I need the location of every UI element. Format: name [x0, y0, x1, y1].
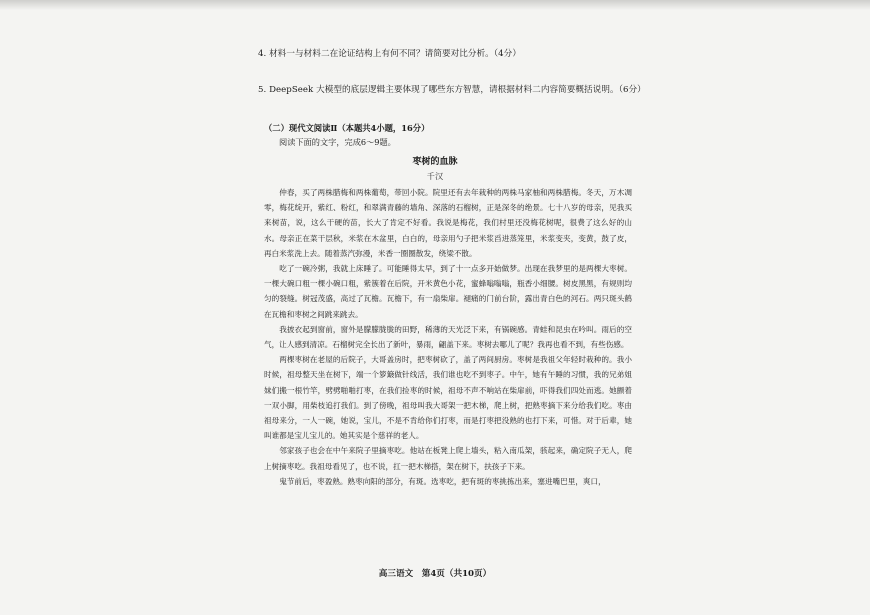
paragraph: 吃了一碗冷粥，我就上床睡了。可能睡得太早，到了十一点多开始做梦。出现在我梦里的是两棵大枣树。一棵大碗口粗一棵小碗口粗，紫簇着在后院，开米黄色小花，蜜蜂嗡嗡嗡，瓶香小细腰。树皮黑黑，有规则均匀的裂缝。树冠茂盛，高过了瓦檐。瓦檐下，有一扇柴扉。褪痛的门前台阶，露出青白色的河石。两只斑头鹤在瓦檐和枣树之间跳来跳去。 [264, 264, 632, 319]
scan-edge-shadow [0, 0, 870, 10]
section-instruction: 阅读下面的文字，完成6～9题。 [279, 137, 396, 147]
paragraph: 我披衣起到窗前，窗外是朦朦胧胧的田野，稀薄的天光泛下来，有锅碗感。青蛙和昆虫在吟叫。雨后的空气，让人感到清凉。石榴树完全长出了新叶，暴雨，翩盖下来。枣树去哪儿了呢？我再也看不到，有些伤感。 [264, 324, 632, 350]
article-title: 枣树的血脉 [412, 157, 458, 167]
article-author: 千汉 [426, 171, 444, 181]
paragraph: 两棵枣树在老屋的后院子，大哥盖房时，把枣树砍了，盖了两间厨房。枣树是我祖父年轻时栽种的。我小时候，祖母整天坐在树下，端一个箩簸做针线活，我们谁也吃不到枣子。中午，她有午睡的习惯，我的兄弟姐妹们搬一根竹竿，劈劈啪啪打枣，在我们捡枣的时候，祖母不声不响站在柴扉前，吓得我们四处而逃。她颤着一双小脚，用柴枝追打我们。到了傍晚，祖母叫我大哥架一把木梯，爬上树，把熟枣摘下来分给我们吃。枣由祖母来分，一人一碗，她说，宝儿，不是不肯给你们打枣，而是打枣把没熟的也打下来，可惜。对于后辈，她叫谁都是宝儿宝儿的。她其实是个慈祥的老人。 [264, 355, 632, 441]
paragraph: 鬼节前后，枣盈熟。熟枣向阳的部分，有斑。选枣吃，把有斑的枣挑拣出来，塞进嘴巴里，爽口， [279, 476, 606, 486]
section-title: （二）现代文阅读Ⅱ（本题共4小题，16分） [264, 123, 430, 133]
page-footer: 高三语文 第4页（共10页） [378, 569, 492, 579]
paragraph: 邻家孩子也会在中午来院子里摘枣吃。他站在板凳上爬上墙头，粘入南瓜架，骇起来，确定院子无人，爬上树摘枣吃。我祖母看见了，也不说，扛一把木梯搭，架在树下，扶孩子下来。 [264, 446, 632, 471]
question-4: 4. 材料一与材料二在论证结构上有何不同？请简要对比分析。（4分） [258, 49, 521, 59]
paragraph: 仲春，买了两株腊梅和两株葡萄，带回小院。院里还有去年栽种的两株马家柚和两株腊梅。冬天，万木凋零，梅花绽开，紫红、粉红，和翠满青藤的墙角、深落的石榴树，正是深冬的绝景。七十八岁的母亲，见我买来树苗，说，这么干硬的苗，长大了肯定不好看。我说是梅花，我们村里还没梅花树呢，很费了这么好的山水。母亲正在菜干层秋，米浆在木盆里，白白的，母亲用勺子把米浆舀进蒸笼里，米浆变夹，变黄，鼓了皮，再白米浆洗上去。随着蒸汽弥漫，米香一圈圈散发，绕梁不散。 [264, 188, 632, 258]
question-5: 5. DeepSeek 大模型的底层逻辑主要体现了哪些东方智慧，请根据材料二内容简要概括说明。（6分） [258, 85, 646, 95]
article-body [264, 185, 632, 489]
